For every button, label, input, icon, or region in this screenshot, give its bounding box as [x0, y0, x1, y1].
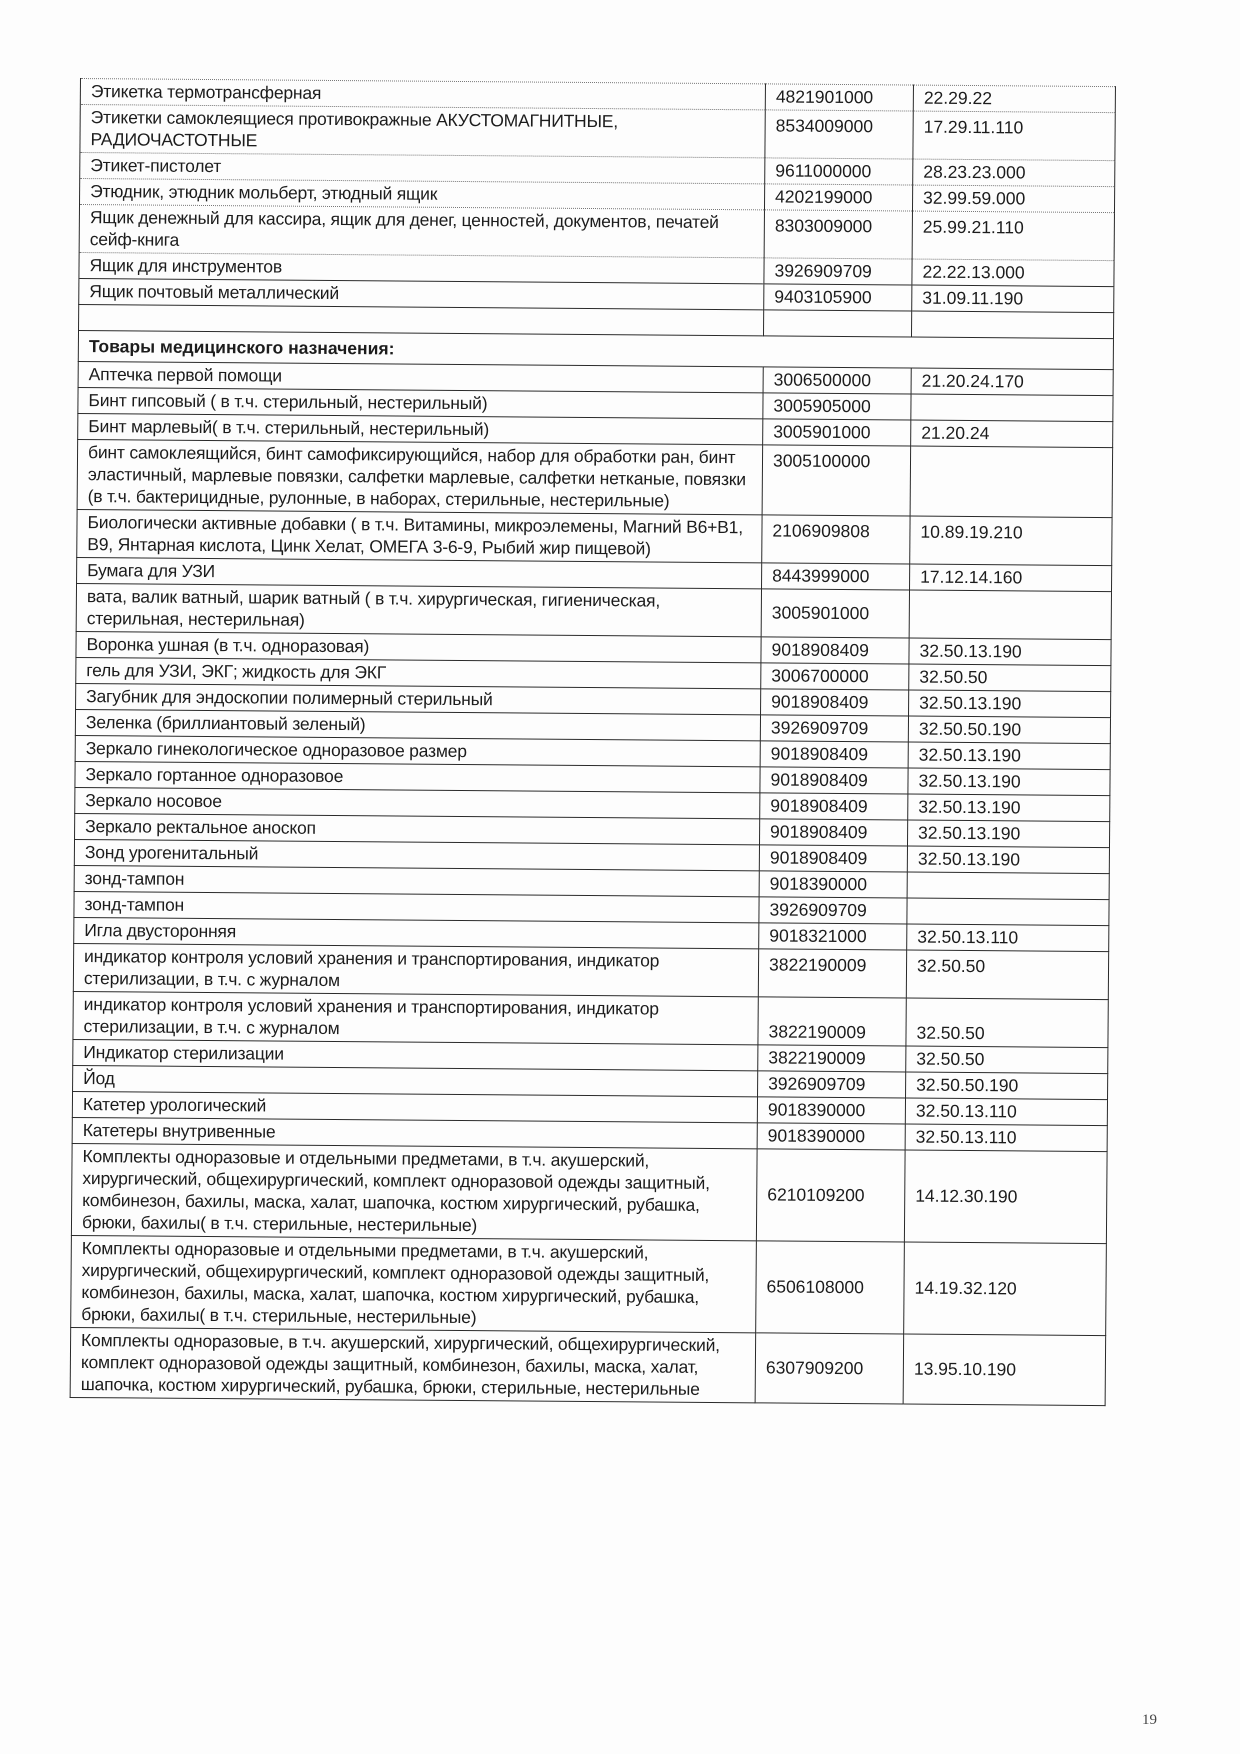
tnved-code: 4202199000	[764, 184, 912, 211]
item-name: Этикетка термотрансферная	[80, 79, 765, 110]
tnved-code: 9018908409	[761, 689, 909, 716]
tnved-code: 3926909709	[758, 1071, 906, 1098]
tnved-code: 9018390000	[757, 1123, 905, 1150]
table-row	[71, 1235, 1107, 1335]
item-name: Индикатор стерилизации	[73, 1039, 758, 1070]
item-name: бинт самоклеящийся, бинт самофиксирующийся, набор для обработки ран, бинт эластичный, марлевые повязки, салфетки марлевые, салфетки нетканые, повязки (в т.ч. бактерицидные, рулонные, в наборах, стерильные, нестерильные)	[77, 439, 763, 514]
tnved-code: 9018908409	[760, 793, 908, 820]
okpd2-code: 32.50.50	[906, 998, 1108, 1048]
okpd2-code: 32.50.13.110	[907, 924, 1109, 952]
okpd2-code: 31.09.11.190	[912, 285, 1114, 313]
table-row	[80, 105, 1115, 161]
okpd2-code: 21.20.24.170	[911, 368, 1113, 396]
item-name: Зонд урогенитальный	[74, 839, 759, 870]
item-name: Зеркало гинекологическое одноразовое размер	[75, 735, 760, 766]
tnved-code: 9018908409	[760, 741, 908, 768]
item-name: Катетеры внутривенные	[72, 1117, 757, 1148]
okpd2-code: 32.50.13.190	[907, 820, 1109, 848]
item-name: Зеленка (бриллиантовый зеленый)	[75, 709, 760, 740]
okpd2-code: 32.50.50	[906, 950, 1108, 1000]
tnved-code: 3005905000	[763, 393, 911, 420]
item-name: Комплекты одноразовые и отдельными предметами, в т.ч. акушерский, хирургический, общехирургический, комплект одноразовой одежды защитный, комбинезон, бахилы, маска, халат, шапочка, костюм хирургический, рубашка, брюки, бахилы( в т.ч. стерильные, нестерильные)	[71, 1235, 757, 1332]
okpd2-code: 32.50.13.190	[908, 794, 1110, 822]
item-name: индикатор контроля условий хранения и транспортирования, индикатор стерилизации, в т.ч. с журналом	[73, 991, 758, 1044]
tnved-code: 3822190009	[758, 997, 906, 1046]
table-row	[79, 205, 1114, 261]
okpd2-code	[907, 872, 1109, 900]
item-name: Этюдник, этюдник мольберт, этюдный ящик	[80, 179, 765, 210]
item-name: Игла двусторонняя	[74, 917, 759, 948]
page-number: 19	[1142, 1712, 1157, 1728]
okpd2-code	[907, 898, 1109, 926]
table-row	[76, 583, 1111, 639]
okpd2-code	[910, 446, 1113, 518]
okpd2-code: 10.89.19.210	[910, 516, 1112, 566]
item-name: Ящик почтовый металлический	[79, 278, 764, 309]
tnved-code: 9018390000	[757, 1097, 905, 1124]
okpd2-code: 25.99.21.110	[912, 211, 1114, 261]
tnved-code: 9018321000	[759, 923, 907, 950]
okpd2-code: 21.20.24	[911, 420, 1113, 448]
item-name: Этикет-пистолет	[80, 153, 765, 184]
item-name: Загубник для эндоскопии полимерный стерильный	[76, 683, 761, 714]
item-name: Ящик для инструментов	[79, 252, 764, 283]
item-name: Бинт марлевый( в т.ч. стерильный, нестерильный)	[78, 413, 763, 444]
table-row	[73, 991, 1108, 1047]
tnved-code: 6307909200	[755, 1333, 904, 1404]
item-name: зонд-тампон	[74, 891, 759, 922]
okpd2-code: 32.50.13.190	[908, 768, 1110, 796]
item-name: Катетер урологический	[72, 1091, 757, 1122]
goods-classification-table	[70, 78, 1116, 1406]
item-name: Воронка ушная (в т.ч. одноразовая)	[76, 631, 761, 662]
tnved-code: 3926909709	[764, 258, 912, 285]
tnved-code: 9611000000	[765, 158, 913, 185]
tnved-code: 9018908409	[759, 845, 907, 872]
tnved-code: 6210109200	[756, 1149, 905, 1242]
tnved-code: 3822190009	[758, 949, 906, 998]
tnved-code: 8534009000	[765, 110, 913, 159]
item-name: Зеркало носовое	[75, 787, 760, 818]
tnved-code: 3005901000	[763, 419, 911, 446]
tnved-code: 4821901000	[765, 84, 913, 111]
okpd2-code	[909, 590, 1111, 640]
okpd2-code: 22.29.22	[913, 85, 1115, 113]
okpd2-code: 14.19.32.120	[904, 1242, 1107, 1336]
table-row	[73, 943, 1108, 999]
okpd2-code: 32.50.50	[909, 664, 1111, 692]
tnved-code: 3822190009	[758, 1045, 906, 1072]
tnved-code: 6506108000	[756, 1241, 905, 1334]
okpd2-code: 32.99.59.000	[912, 185, 1114, 213]
okpd2-code: 13.95.10.190	[903, 1334, 1106, 1406]
okpd2-code	[911, 394, 1113, 422]
tnved-code: 9018908409	[760, 767, 908, 794]
okpd2-code: 32.50.13.190	[907, 846, 1109, 874]
item-name: Этикетки самоклеящиеся противокражные АКУСТОМАГНИТНЫЕ, РАДИОЧАСТОТНЫЕ	[80, 105, 765, 158]
tnved-code: 3005901000	[761, 589, 909, 638]
okpd2-code: 32.50.13.190	[909, 690, 1111, 718]
okpd2-code: 32.50.13.190	[908, 742, 1110, 770]
item-name: Аптечка первой помощи	[78, 361, 763, 392]
okpd2-code: 32.50.13.190	[909, 638, 1111, 666]
item-name: индикатор контроля условий хранения и транспортирования, индикатор стерилизации, в т.ч. с журналом	[73, 943, 758, 996]
tnved-code: 8303009000	[764, 210, 912, 259]
okpd2-code: 32.50.13.110	[905, 1098, 1107, 1126]
okpd2-code: 32.50.50.190	[908, 716, 1110, 744]
okpd2-code: 32.50.13.110	[905, 1124, 1107, 1152]
section-header-medical: Товары медицинского назначения:	[78, 330, 1113, 369]
tnved-code: 9403105900	[764, 284, 912, 311]
okpd2-code: 17.12.14.160	[910, 564, 1112, 592]
table-row	[77, 439, 1113, 517]
tnved-code: 8443999000	[762, 563, 910, 590]
tnved-code: 3006500000	[763, 367, 911, 394]
tnved-code: 3926909709	[759, 897, 907, 924]
item-name: гель для УЗИ, ЭКГ; жидкость для ЭКГ	[76, 657, 761, 688]
table-row	[71, 1143, 1107, 1243]
okpd2-code: 17.29.11.110	[913, 111, 1115, 161]
okpd2-code: 22.22.13.000	[912, 259, 1114, 287]
item-name: зонд-тампон	[74, 865, 759, 896]
tnved-code: 9018390000	[759, 871, 907, 898]
table-row	[70, 1327, 1106, 1405]
okpd2-code	[911, 311, 1113, 339]
tnved-code	[763, 310, 911, 337]
okpd2-code: 14.12.30.190	[904, 1150, 1107, 1244]
okpd2-code: 32.50.50	[906, 1046, 1108, 1074]
tnved-code: 9018908409	[759, 819, 907, 846]
tnved-code: 3926909709	[760, 715, 908, 742]
item-name: Биологически активные добавки ( в т.ч. Витамины, микроэлемены, Магний В6+В1, В9, Янтарная кислота, Цинк Хелат, ОМЕГА 3-6-9, Рыбий жир пищевой)	[77, 509, 762, 562]
item-name: Йод	[73, 1065, 758, 1096]
table-row	[77, 509, 1112, 565]
tnved-code: 9018908409	[761, 637, 909, 664]
item-name: Зеркало ректальное аноскоп	[75, 813, 760, 844]
item-name: Комплекты одноразовые и отдельными предметами, в т.ч. акушерский, хирургический, общехирургический, комплект одноразовой одежды защитный, комбинезон, бахилы, маска, халат, шапочка, костюм хирургический, рубашка, брюки, бахилы( в т.ч. стерильные, нестерильные)	[71, 1143, 757, 1240]
item-name: Комплекты одноразовые, в т.ч. акушерский, хирургический, общехирургический, комплект одноразовой одежды защитный, комбинезон, бахилы, маска, халат, шапочка, костюм хирургический, рубашка, брюки, стерильные, нестерильные	[70, 1327, 756, 1402]
tnved-code: 2106909808	[762, 515, 910, 564]
tnved-code: 3005100000	[762, 445, 911, 516]
item-name: вата, валик ватный, шарик ватный ( в т.ч. хирургическая, гигиеническая, стерильная, нестерильная)	[76, 583, 761, 636]
item-name: Зеркало гортанное одноразовое	[75, 761, 760, 792]
okpd2-code: 32.50.50.190	[906, 1072, 1108, 1100]
tnved-code: 3006700000	[761, 663, 909, 690]
item-name: Ящик денежный для кассира, ящик для денег, ценностей, документов, печатей сейф-книга	[79, 205, 764, 258]
item-name: Бинт гипсовый ( в т.ч. стерильный, нестерильный)	[78, 387, 763, 418]
item-name: Бумага для УЗИ	[77, 557, 762, 588]
okpd2-code: 28.23.23.000	[913, 159, 1115, 187]
